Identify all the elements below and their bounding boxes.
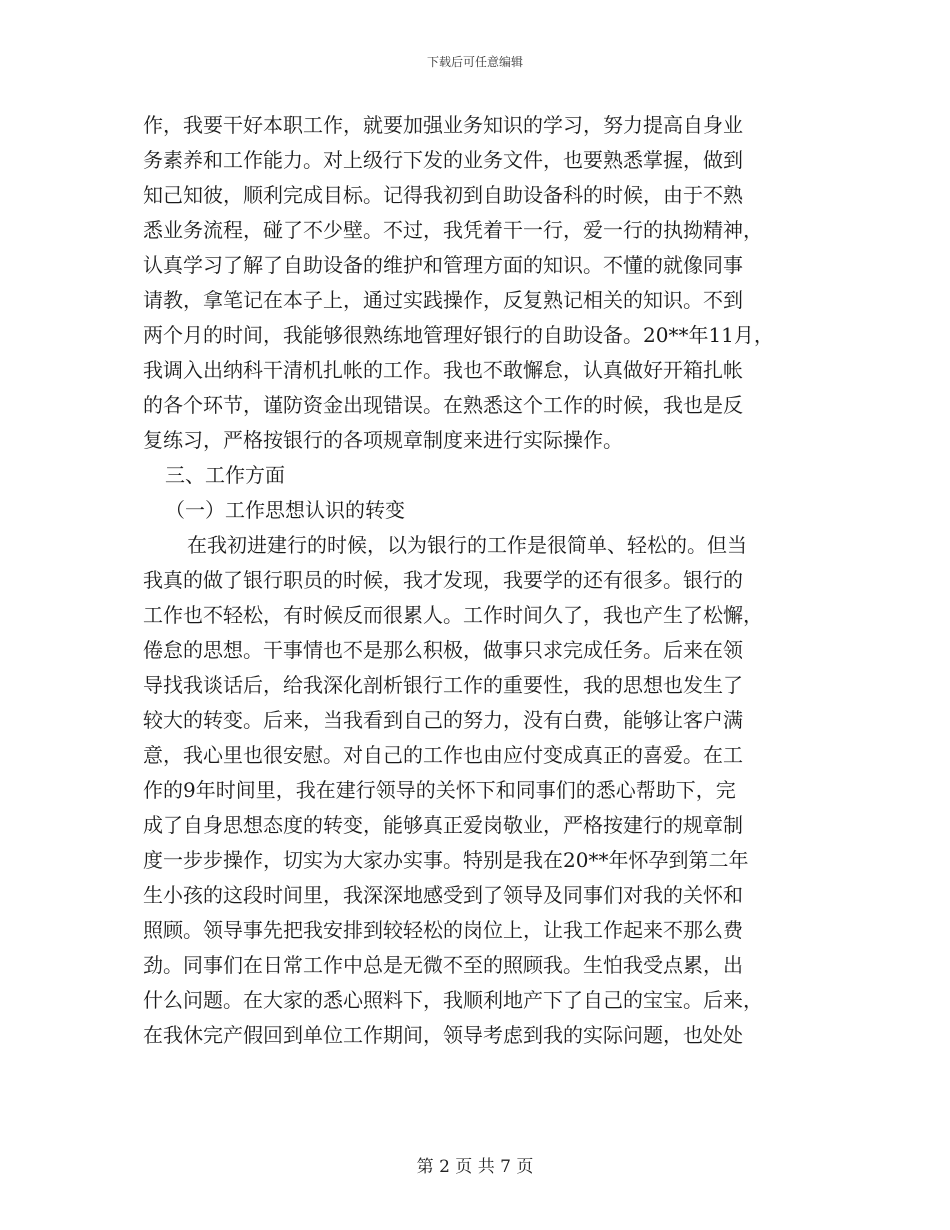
text-line: 两个月的时间，我能够很熟练地管理好银行的自助设备。20**年11月， (143, 323, 774, 347)
text-line: 我真的做了银行职员的时候，我才发现，我要学的还有很多。银行的 (143, 568, 743, 592)
text-line: 导找我谈话后，给我深化剖析银行工作的重要性，我的思想也发生了 (143, 673, 743, 697)
text-line: 意，我心里也很安慰。对自己的工作也由应付变成真正的喜爱。在工 (143, 743, 743, 767)
page-footer: 第 2 页 共 7 页 (416, 1157, 534, 1177)
text-line: 照顾。领导事先把我安排到较轻松的岗位上，让我工作起来不那么费 (143, 918, 743, 942)
text-line: 在我初进建行的时候，以为银行的工作是很简单、轻松的。但当 (187, 533, 747, 557)
text-line: 知己知彼，顺利完成目标。记得我初到自助设备科的时候，由于不熟 (143, 183, 743, 207)
text-line: 的各个环节，谨防资金出现错误。在熟悉这个工作的时候，我也是反 (143, 393, 743, 417)
text-line: 较大的转变。后来，当我看到自己的努力，没有白费，能够让客户满 (143, 708, 743, 732)
text-line: 度一步步操作，切实为大家办实事。特别是我在20**年怀孕到第二年 (143, 848, 749, 872)
text-line: 务素养和工作能力。对上级行下发的业务文件，也要熟悉掌握，做到 (143, 148, 743, 172)
text-line: 倦怠的思想。干事情也不是那么积极，做事只求完成任务。后来在领 (143, 638, 743, 662)
text-line: 我调入出纳科干清机扎帐的工作。我也不敢懈怠，认真做好开箱扎帐 (143, 358, 743, 382)
text-line: 认真学习了解了自助设备的维护和管理方面的知识。不懂的就像同事 (143, 253, 743, 277)
text-line: 劲。同事们在日常工作中总是无微不至的照顾我。生怕我受点累，出 (143, 953, 743, 977)
text-line: 什么问题。在大家的悉心照料下，我顺利地产下了自己的宝宝。后来， (143, 988, 763, 1012)
text-line: 复练习，严格按银行的各项规章制度来进行实际操作。 (143, 428, 623, 452)
text-line: 工作也不轻松，有时候反而很累人。工作时间久了，我也产生了松懈， (143, 603, 763, 627)
text-line: 在我休完产假回到单位工作期间，领导考虑到我的实际问题，也处处 (143, 1023, 743, 1047)
text-line: 悉业务流程，碰了不少壁。不过，我凭着干一行，爱一行的执拗精神， (143, 218, 763, 242)
text-line: 作，我要干好本职工作，就要加强业务知识的学习，努力提高自身业 (143, 113, 743, 137)
text-line: （一）工作思想认识的转变 (165, 498, 405, 522)
text-line: 成了自身思想态度的转变，能够真正爱岗敬业，严格按建行的规章制 (143, 813, 743, 837)
text-line: 三、工作方面 (165, 463, 285, 487)
document-body (143, 108, 813, 1053)
text-line: 作的9年时间里，我在建行领导的关怀下和同事们的悉心帮助下，完 (143, 778, 736, 802)
text-line: 请教，拿笔记在本子上，通过实践操作，反复熟记相关的知识。不到 (143, 288, 743, 312)
page-header: 下载后可任意编辑 (426, 55, 523, 69)
text-line: 生小孩的这段时间里，我深深地感受到了领导及同事们对我的关怀和 (143, 883, 743, 907)
